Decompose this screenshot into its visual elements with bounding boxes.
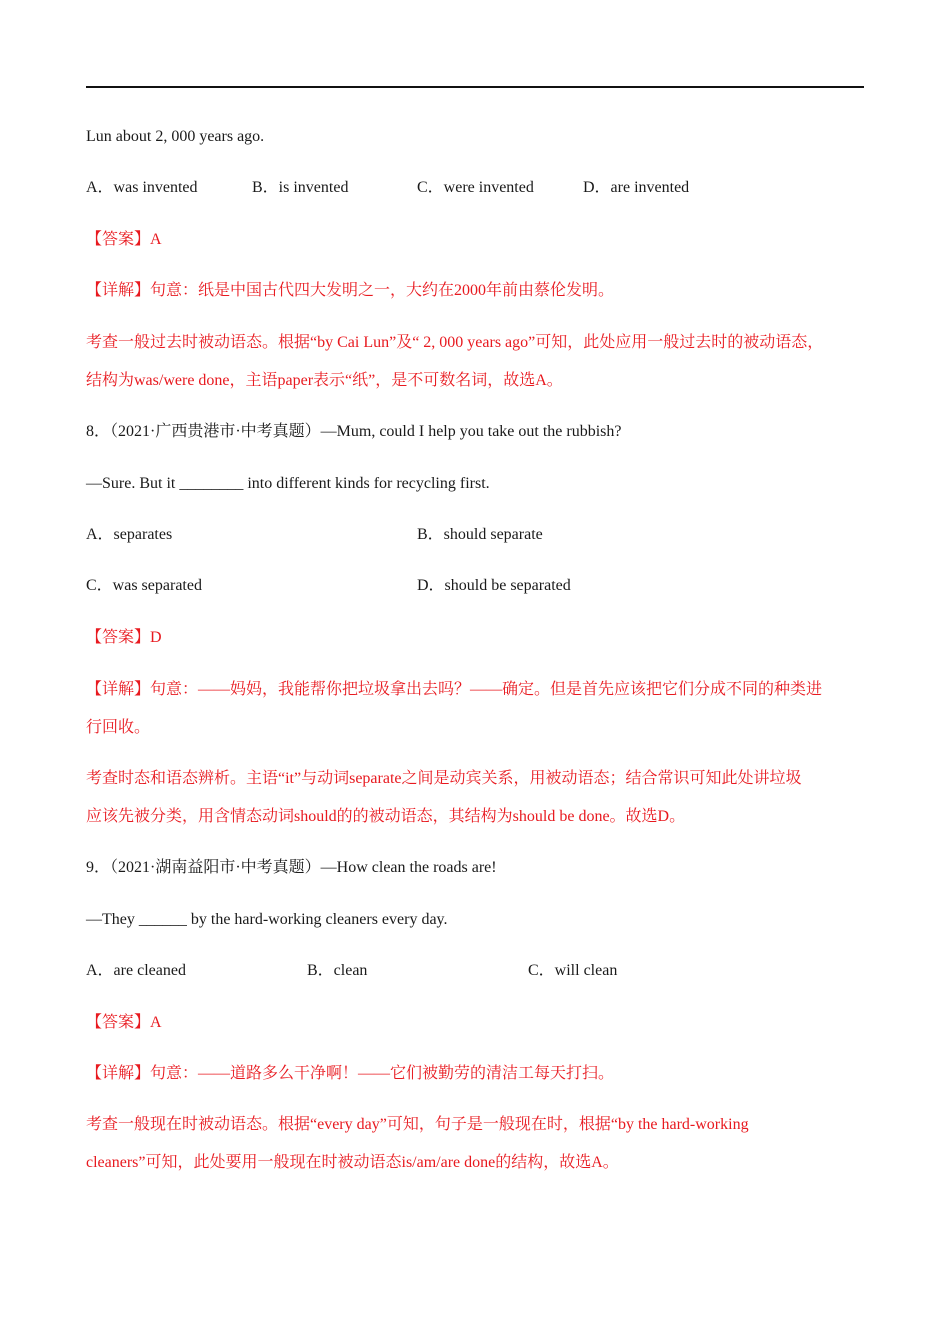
q8-explanation-line-2: 行回收。 (86, 719, 151, 736)
q8-explanation-line-1: 【详解】句意：——妈妈，我能帮你把垃圾拿出去吗？——确定。但是首先应该把它们分成不同的种类进 (86, 681, 823, 698)
q7-option-b: B．is invented (252, 179, 349, 196)
q8-reply: —Sure. But it ________ into different kinds for recycling first. (86, 475, 490, 492)
q7-option-d: D．are invented (583, 179, 690, 196)
q9-explanation-meaning: 【详解】句意：——道路多么干净啊！——它们被勤劳的清洁工每天打扫。 (86, 1065, 615, 1082)
q8-option-d: D．should be separated (417, 577, 571, 594)
q7-analysis-line-2: 结构为was/were done，主语paper表示“纸”，是不可数名词，故选A。 (86, 372, 563, 389)
q9-option-a: A．are cleaned (86, 962, 186, 979)
q7-option-c: C．were invented (417, 179, 534, 196)
q8-analysis-line-1: 考查时态和语态辨析。主语“it”与动词separate之间是动宾关系，用被动语态；结合常识可知此处讲垃圾 (86, 770, 802, 787)
q7-answer: 【答案】A (86, 231, 162, 248)
header-rule (86, 86, 864, 88)
q9-analysis-line-1: 考查一般现在时被动语态。根据“every day”可知，句子是一般现在时，根据“by the hard-working (86, 1116, 749, 1133)
q8-answer: 【答案】D (86, 629, 162, 646)
q8-stem: 8．（2021·广西贵港市·中考真题）—Mum, could I help you take out the rubbish? (86, 423, 622, 440)
q7-analysis-line-1: 考查一般过去时被动语态。根据“by Cai Lun”及“ 2, 000 years ago”可知，此处应用一般过去时的被动语态， (86, 334, 824, 351)
q8-option-b: B．should separate (417, 526, 543, 543)
q9-answer: 【答案】A (86, 1014, 162, 1031)
q7-continuation: Lun about 2, 000 years ago. (86, 128, 265, 145)
q9-stem: 9．（2021·湖南益阳市·中考真题）—How clean the roads are! (86, 859, 497, 876)
q8-option-a: A．separates (86, 526, 173, 543)
q9-analysis-line-2: cleaners”可知，此处要用一般现在时被动语态is/am/are done的结构，故选A。 (86, 1154, 619, 1171)
q7-option-a: A．was invented (86, 179, 198, 196)
q7-explanation-meaning: 【详解】句意：纸是中国古代四大发明之一，大约在2000年前由蔡伦发明。 (86, 282, 615, 299)
q9-option-b: B．clean (307, 962, 368, 979)
q8-analysis-line-2: 应该先被分类，用含情态动词should的的被动语态，其结构为should be done。故选D。 (86, 808, 686, 825)
q9-reply: —They ______ by the hard-working cleaners every day. (86, 911, 448, 928)
q9-option-c: C．will clean (528, 962, 618, 979)
q8-option-c: C．was separated (86, 577, 202, 594)
